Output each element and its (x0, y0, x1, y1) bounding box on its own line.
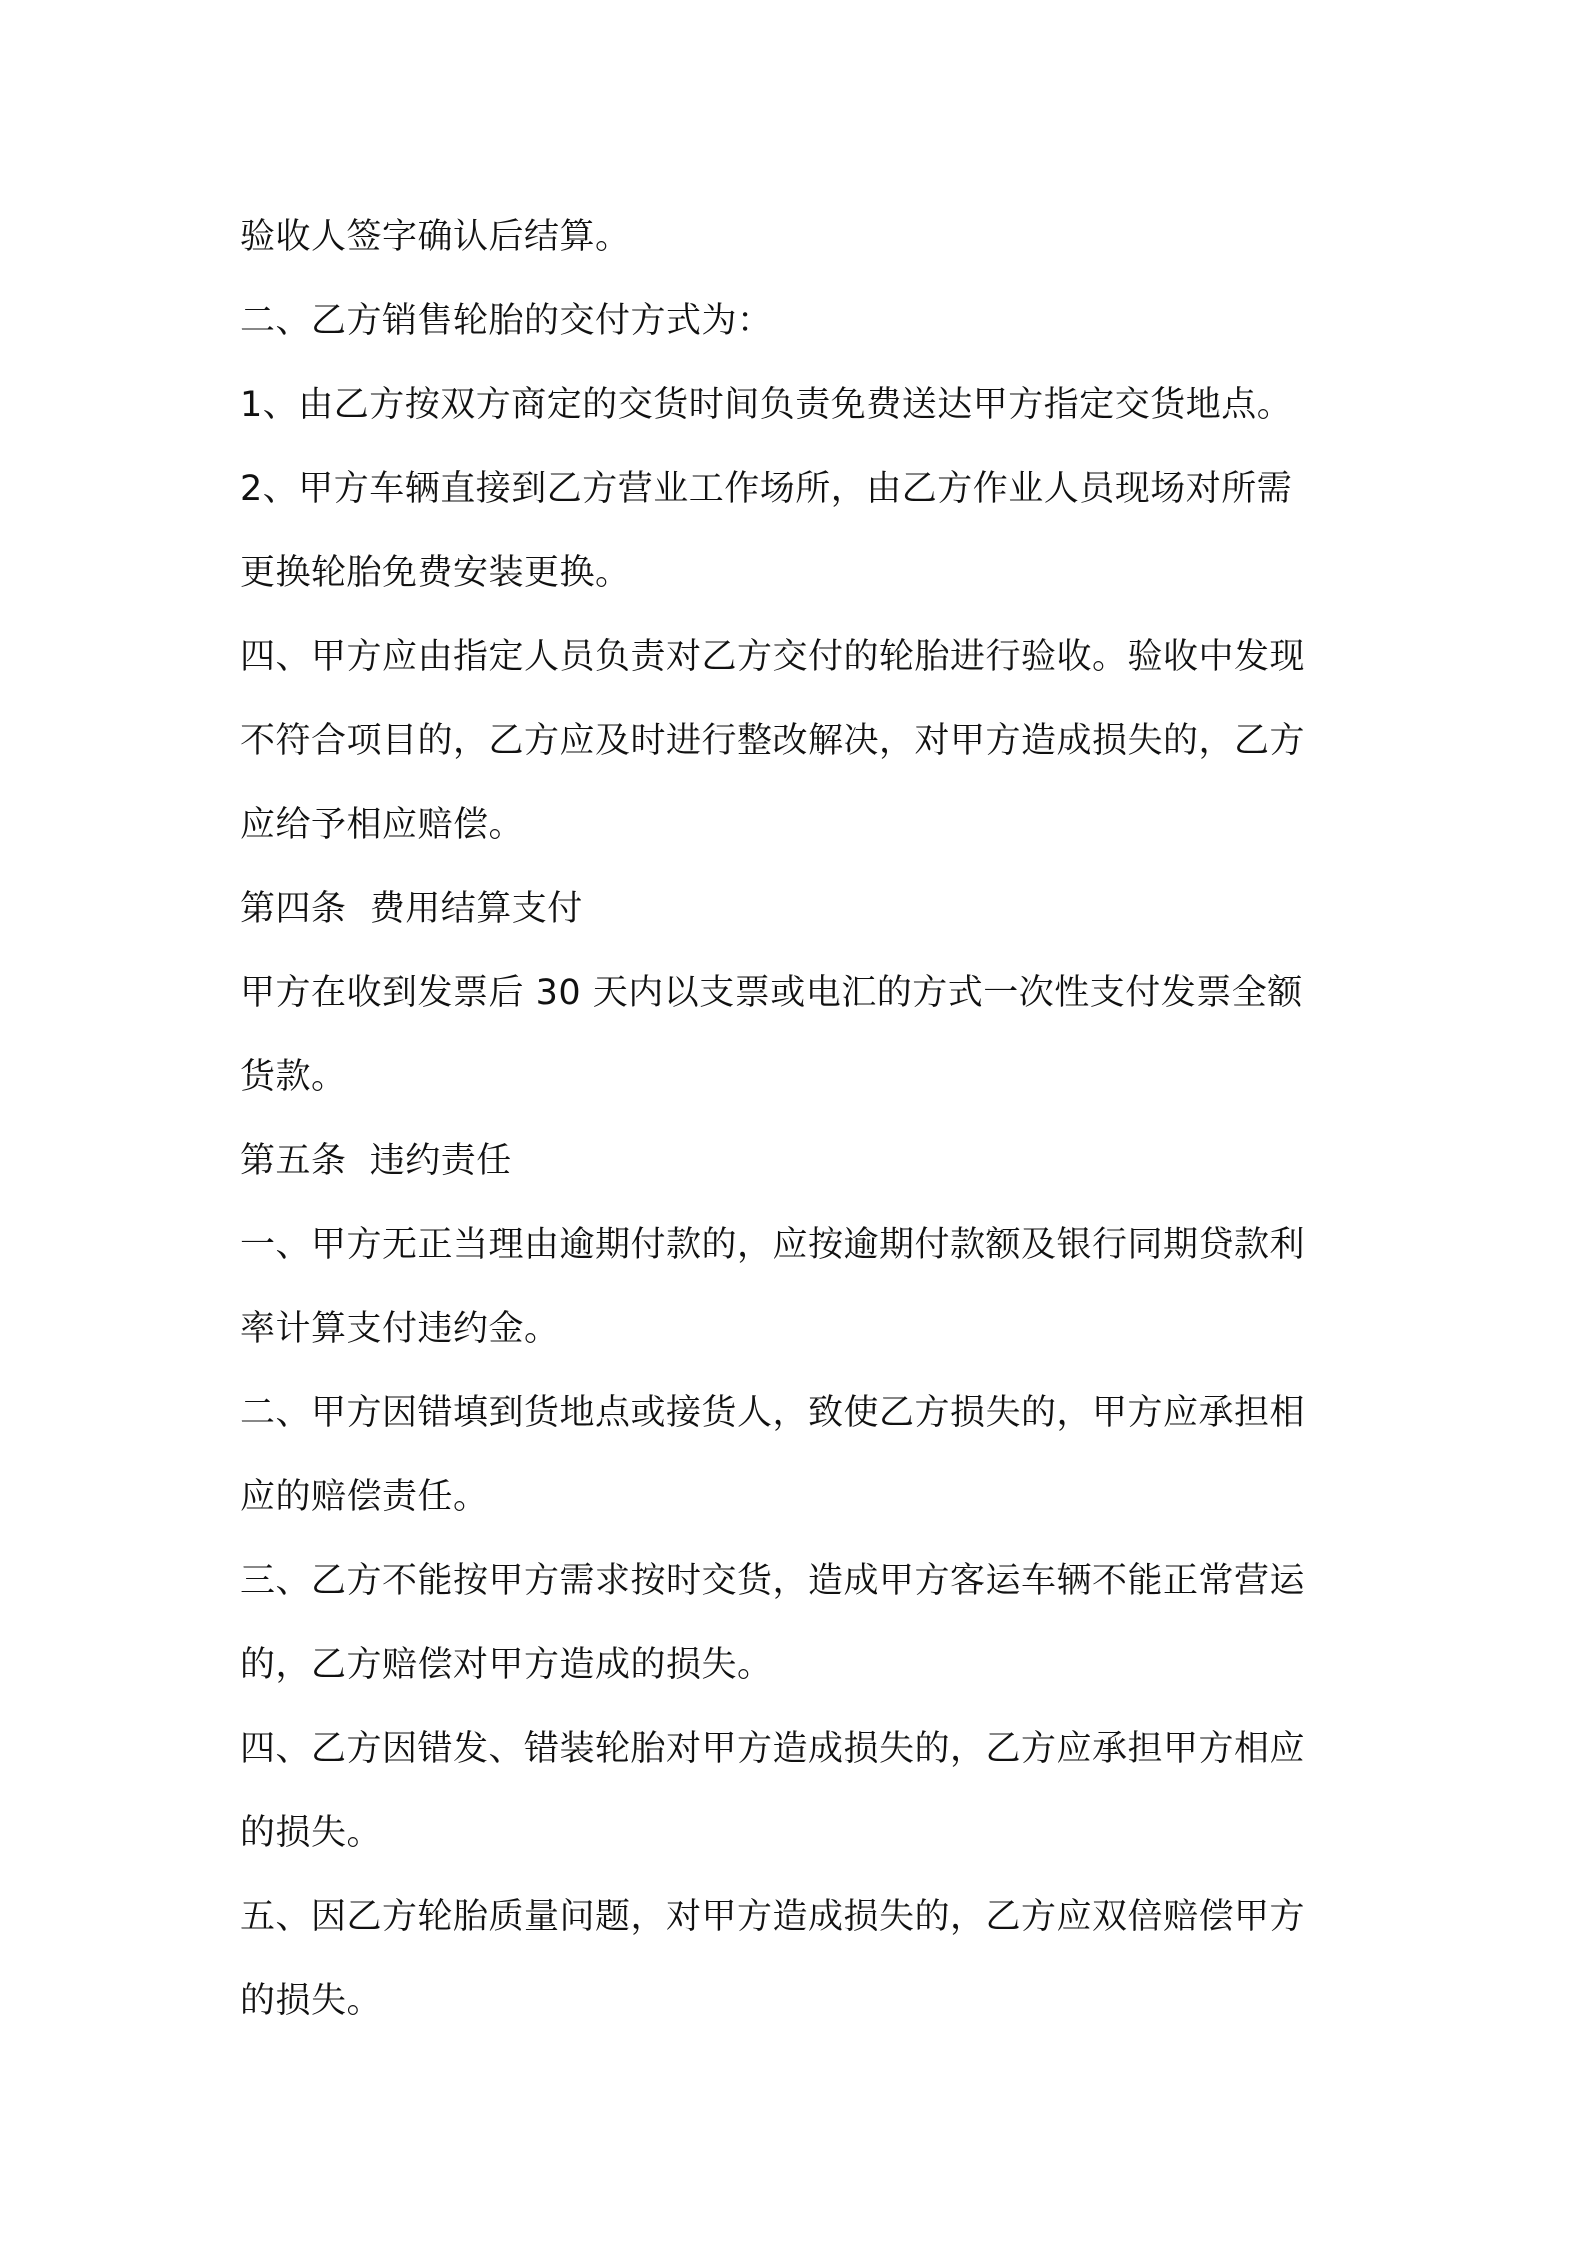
section-heading-article-5: 第五条 违约责任 (240, 1141, 512, 1181)
line-22: 的损失。 (240, 1981, 383, 2021)
line-3: 1、由乙方按双方商定的交货时间负责免费送达甲方指定交货地点。 (240, 385, 1293, 425)
line-21: 五、因乙方轮胎质量问题，对甲方造成损失的，乙方应双倍赔偿甲方 (240, 1897, 1306, 1937)
line-19: 四、乙方因错发、错装轮胎对甲方造成损失的，乙方应承担甲方相应 (240, 1729, 1306, 1769)
line-16: 应的赔偿责任。 (240, 1477, 489, 1517)
line-13: 一、甲方无正当理由逾期付款的，应按逾期付款额及银行同期贷款利 (240, 1225, 1306, 1265)
line-5: 更换轮胎免费安装更换。 (240, 553, 631, 593)
line-10: 甲方在收到发票后 30 天内以支票或电汇的方式一次性支付发票全额 (240, 973, 1303, 1013)
line-1: 验收人签字确认后结算。 (240, 217, 631, 257)
line-15: 二、甲方因错填到货地点或接货人，致使乙方损失的，甲方应承担相 (240, 1393, 1306, 1433)
line-20: 的损失。 (240, 1813, 383, 1853)
line-14: 率计算支付违约金。 (240, 1309, 560, 1349)
line-2: 二、乙方销售轮胎的交付方式为： (240, 301, 773, 341)
line-6: 四、甲方应由指定人员负责对乙方交付的轮胎进行验收。验收中发现 (240, 637, 1306, 677)
line-17: 三、乙方不能按甲方需求按时交货，造成甲方客运车辆不能正常营运 (240, 1561, 1306, 1601)
section-heading-article-4: 第四条 费用结算支付 (240, 889, 583, 929)
line-4: 2、甲方车辆直接到乙方营业工作场所，由乙方作业人员现场对所需 (240, 469, 1293, 509)
line-7: 不符合项目的，乙方应及时进行整改解决，对甲方造成损失的，乙方 (240, 721, 1306, 761)
line-8: 应给予相应赔偿。 (240, 805, 525, 845)
document-body (240, 195, 1360, 2043)
line-11: 货款。 (240, 1057, 347, 1097)
line-18: 的，乙方赔偿对甲方造成的损失。 (240, 1645, 773, 1685)
